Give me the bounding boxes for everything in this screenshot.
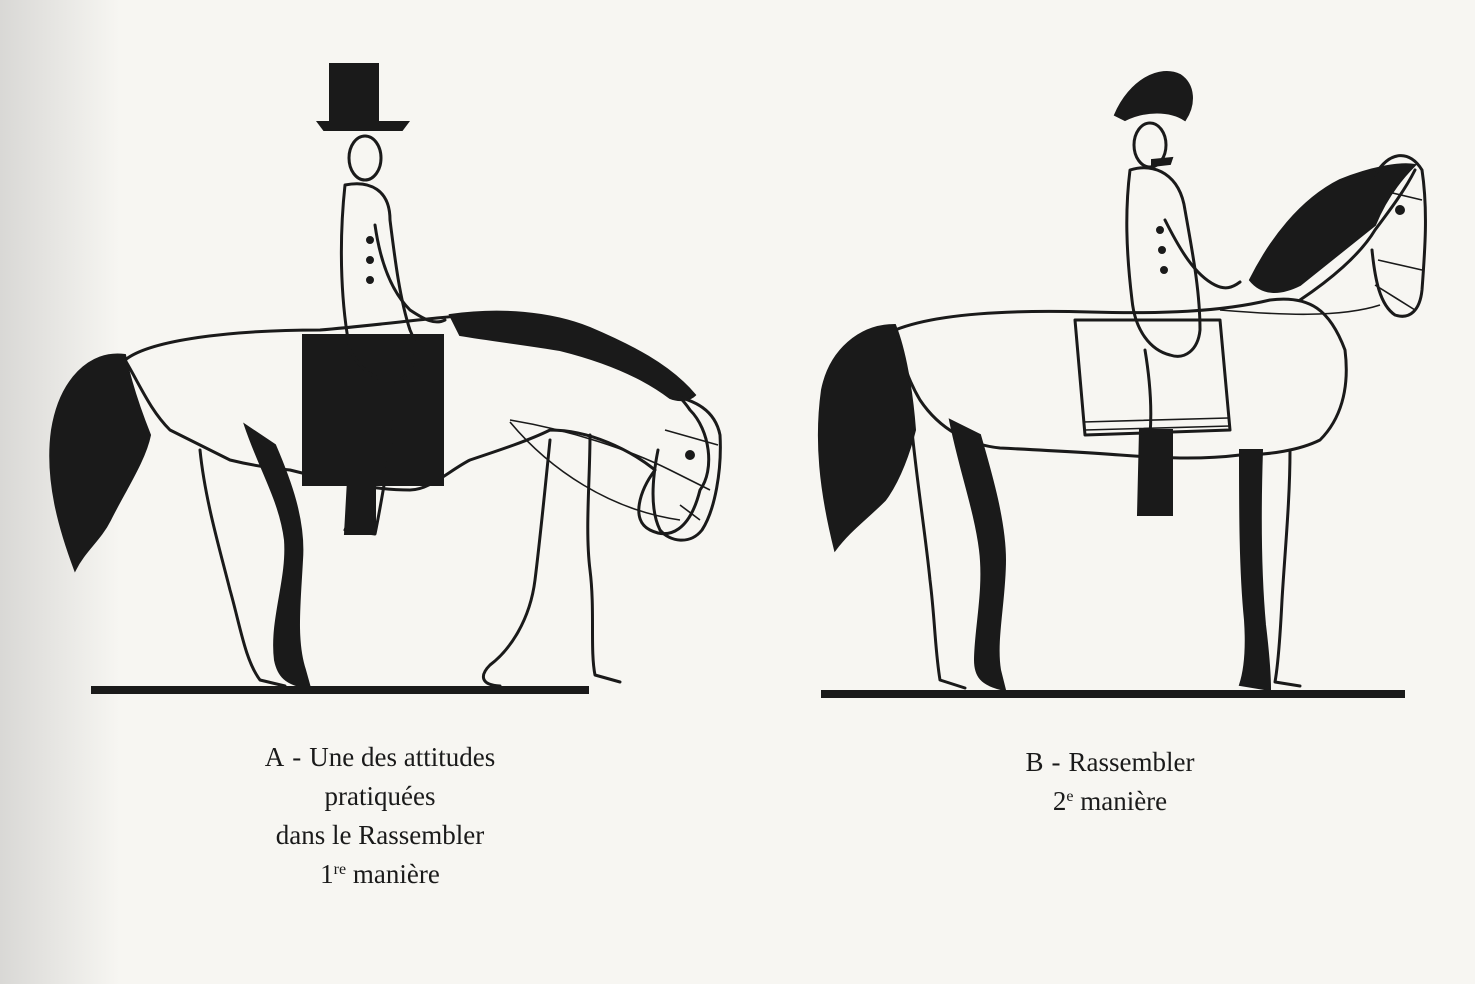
caption-a — [180, 738, 580, 894]
caption-b-letter: B — [1025, 747, 1044, 777]
ground-line-a — [92, 687, 588, 693]
caption-a-ordinal-word: manière — [352, 859, 440, 889]
illustration-a — [30, 50, 750, 720]
caption-b-ordinal-number: 2 — [1052, 786, 1067, 816]
mustache-b — [1152, 158, 1172, 166]
front-leg-b2 — [1275, 450, 1300, 686]
front-leg-b1 — [1240, 450, 1270, 690]
caption-b-ordinal-word: manière — [1080, 786, 1168, 816]
rider-boot-b — [1138, 430, 1172, 515]
caption-b-title: Rassembler — [1068, 747, 1195, 777]
illustration-b — [800, 50, 1440, 720]
caption-b-ordinal-suffix: e — [1066, 788, 1074, 805]
caption-b-ordinal — [920, 782, 1300, 821]
rider-leg-b — [1145, 350, 1151, 435]
caption-a-ordinal-number: 1 — [320, 859, 334, 889]
front-leg-a1 — [588, 435, 620, 682]
mane-b — [1250, 164, 1415, 292]
front-leg-a2 — [483, 440, 550, 686]
saddle-cloth-b — [1075, 320, 1230, 435]
rider-arm-b — [1165, 220, 1240, 288]
top-hat-a — [330, 64, 378, 122]
rider-boot-a — [345, 480, 375, 534]
caption-b-line1 — [920, 743, 1300, 782]
bicorne-hat-b — [1115, 72, 1192, 120]
caption-a-line1 — [180, 738, 580, 777]
rider-arm-a — [375, 225, 445, 322]
rider-head-a — [349, 136, 381, 180]
hind-leg-b1 — [950, 420, 1005, 690]
caption-a-ordinal-suffix: re — [333, 861, 347, 878]
saddle-cloth-a — [303, 335, 443, 485]
horse-rider-b-drawing — [800, 50, 1440, 720]
caption-a-line3: dans le Rassembler — [275, 820, 485, 850]
caption-a-ordinal — [180, 855, 580, 894]
horse-rider-a-drawing — [30, 50, 750, 720]
caption-b — [920, 743, 1300, 821]
caption-a-separator: - — [292, 742, 302, 772]
ground-line-b — [822, 691, 1404, 697]
saddle-trim-b — [1083, 418, 1230, 430]
caption-a-letter: A — [264, 742, 285, 772]
mane-a — [450, 312, 695, 400]
eye-b — [1396, 206, 1404, 214]
caption-b-separator: - — [1051, 747, 1061, 777]
tail-b — [819, 325, 915, 550]
caption-a-line2: pratiquées — [324, 781, 436, 811]
top-hat-brim-a — [318, 122, 408, 130]
eye-a — [686, 451, 694, 459]
tail-a — [50, 354, 150, 570]
caption-a-title: Une des attitudes — [309, 742, 496, 772]
